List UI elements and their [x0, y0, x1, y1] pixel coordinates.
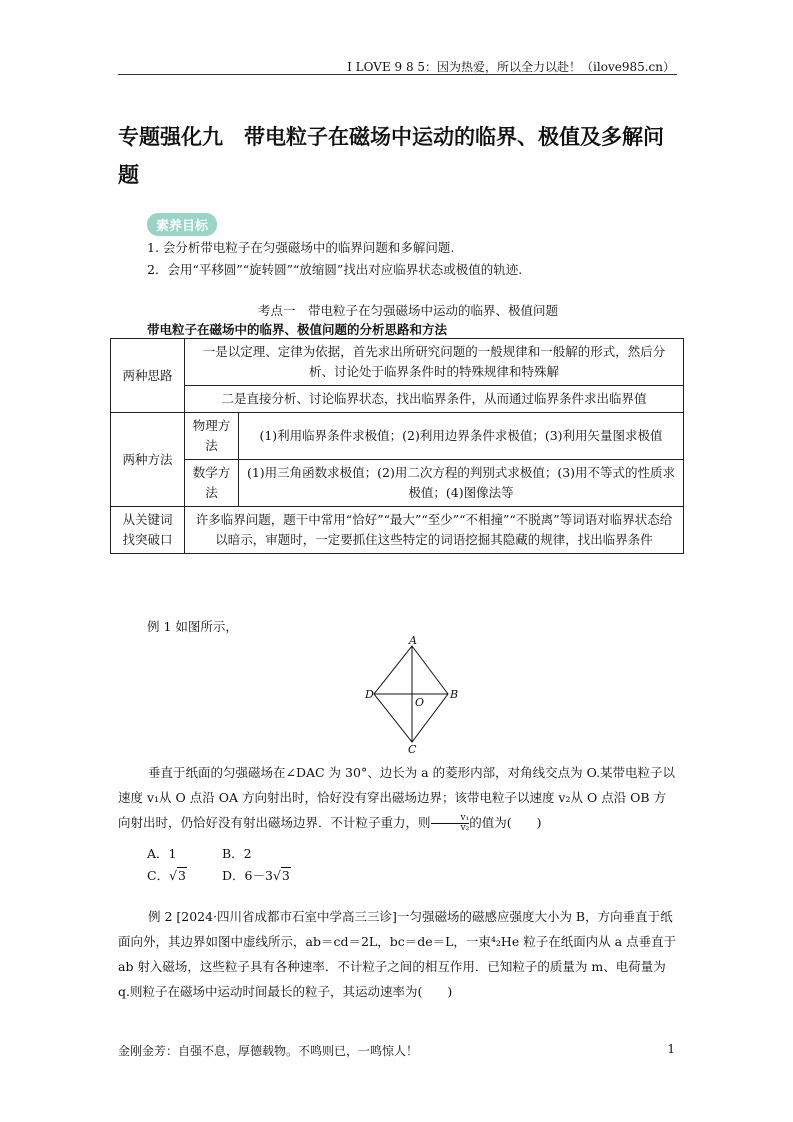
option-c: C．√3: [147, 868, 186, 883]
row-method-physics-text: (1)利用临界条件求极值；(2)利用边界条件求极值；(3)利用矢量图求极值: [239, 413, 684, 460]
analysis-table: [110, 338, 684, 554]
option-d: D．6－3√3: [222, 868, 290, 883]
rhombus-figure: [360, 636, 460, 756]
row-method-label: 两种方法: [111, 413, 185, 507]
goals-badge: 素养目标: [147, 213, 217, 236]
footer-motto: 金刚金芳：自强不息，厚德载物。不鸣则已，一鸣惊人！: [118, 1044, 419, 1058]
label-B: B: [450, 688, 459, 701]
section-subheading: 带电粒子在磁场中的临界、极值问题的分析思路和方法: [147, 322, 448, 337]
row-keyword-label: 从关键词找突破口: [111, 507, 185, 554]
label-D: D: [365, 688, 374, 701]
option-b: B．2: [222, 846, 252, 861]
page-number: 1: [667, 1042, 675, 1056]
header-divider: [118, 74, 677, 75]
row-thinking-b: 二是直接分析、讨论临界状态，找出临界条件，从而通过临界条件求出临界值: [185, 386, 684, 413]
row-method-math-text: (1)用三角函数求极值；(2)用二次方程的判别式求极值；(3)用不等式的性质求极值；(4)图像法等: [239, 460, 684, 507]
page-header: I LOVE 9 8 5：因为热爱，所以全力以赴！（ilove985.cn）: [347, 60, 675, 74]
goal-item-1: 1. 会分析带电粒子在匀强磁场中的临界问题和多解问题.: [147, 240, 455, 255]
label-C: C: [408, 743, 417, 756]
row-thinking-label: 两种思路: [111, 339, 185, 413]
section-heading: 考点一 带电粒子在匀强磁场中运动的临界、极值问题: [257, 303, 558, 318]
label-O: O: [415, 696, 425, 709]
velocity-ratio: $\frac{\text{v₁}}{\text{v₂}}$: [431, 814, 470, 833]
page-title: 专题强化九 带电粒子在磁场中运动的临界、极值及多解问题: [118, 125, 664, 187]
row-keyword-text: 许多临界问题，题干中常用“恰好”“最大”“至少”“不相撞”“不脱离”等词语对临界状态给以暗示，审题时，一定要抓住这些特定的词语挖掘其隐藏的规律，找出临界条件: [185, 507, 684, 554]
example2-text: 例 2 [2024·四川省成都市石室中学高三三诊]一匀强磁场的磁感应强度大小为 B，方向垂直于纸面向外，其边界如图中虚线所示，ab＝cd＝2L，bc＝de＝L，一束⁴₂He 粒子在纸面内从 a 点垂直于 ab 射入磁场，这些粒子具有各种速率．不计粒子之间的相互作用．已知粒子的质量为 m、电荷量为 q.则粒子在磁场中运动时间最长的粒子，其运动速率为( ): [118, 909, 677, 999]
row-method-physics: 物理方法: [185, 413, 239, 460]
example1-intro: 例 1 如图所示，: [147, 619, 238, 634]
option-a: A．1: [147, 846, 177, 861]
row-thinking-a: 一是以定理、定律为依据，首先求出所研究问题的一般规律和一般解的形式，然后分析、讨论处于临界条件时的特殊规律和特殊解: [185, 339, 684, 386]
goal-item-2: 2．会用“平移圆”“旋转圆”“放缩圆”找出对应临界状态或极值的轨迹.: [147, 262, 523, 277]
row-method-math: 数学方法: [185, 460, 239, 507]
example1-text: 垂直于纸面的匀强磁场在∠DAC 为 30°、边长为 a 的菱形内部，对角线交点为 O.某带电粒子以速度 v₁从 O 点沿 OA 方向射出时，恰好没有穿出磁场边界；该带电粒子以速度 v₂从 O 点沿 OB 方向射出时，仍恰好没有射出磁场边界．不计粒子重力，则: [118, 765, 676, 830]
label-A: A: [409, 636, 417, 647]
example1-body: 垂直于纸面的匀强磁场在∠DAC 为 30°、边长为 a 的菱形内部，对角线交点为 O.某带电粒子以速度 v₁从 O 点沿 OA 方向射出时，恰好没有穿出磁场边界；该带电粒子以速度 v₂从 O 点沿 OB 方向射出时，仍恰好没有射出磁场边界．不计粒子重力，则 $\frac{\text{v₁}}{\text{v₂}}$ 的值为( ): [118, 765, 676, 833]
